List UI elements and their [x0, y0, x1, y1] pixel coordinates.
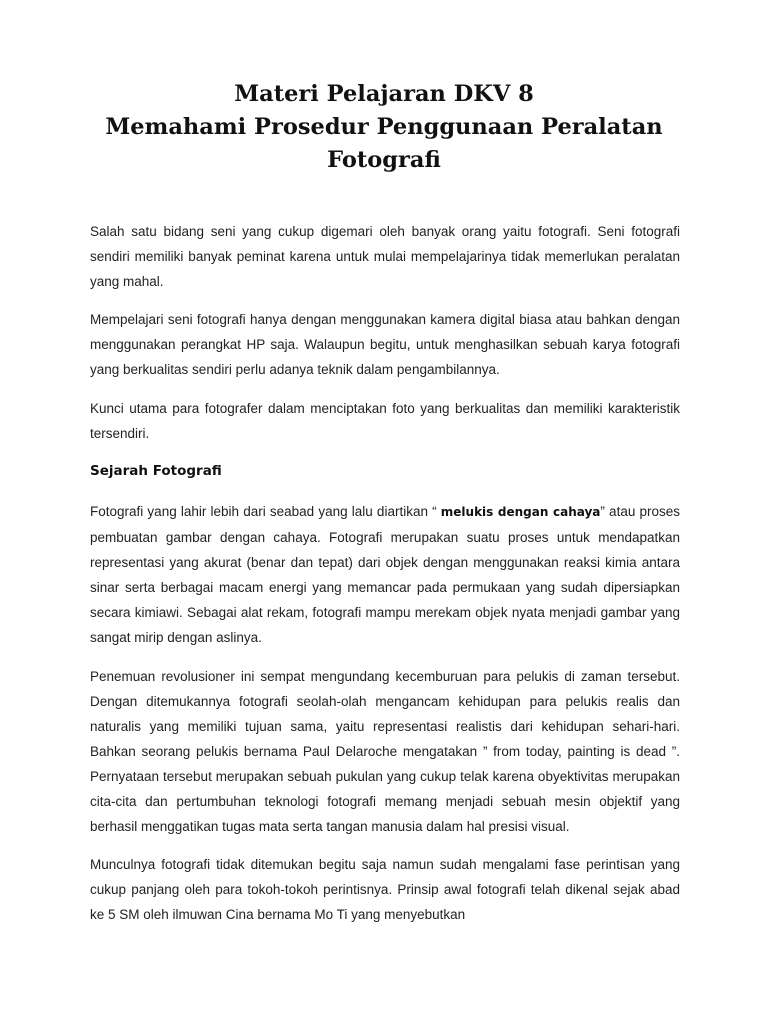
page-title [60, 78, 708, 177]
history-paragraph-2: Penemuan revolusioner ini sempat mengundang kecemburuan para pelukis di zaman tersebut. Dengan ditemukannya fotografi seolah-olah mengancam kehidupan para pelukis realis dan naturalis yang memiliki tujuan sama, yaitu representasi realistis dari kehidupan sehari-hari. Bahkan seorang pelukis bernama Paul Delaroche mengatakan ” from today, painting is dead ”. Pernyataan tersebut merupakan sebuah pukulan yang cukup telak karena obyektivitas merupakan cita-cita dan pertumbuhan teknologi fotografi memang menjadi sebuah mesin objektif yang berhasil menggatikan tugas mata serta tangan manusia dalam hal presisi visual. [90, 669, 680, 834]
history-paragraph-1-rest: ” atau proses pembuatan gambar dengan cahaya. Fotografi merupakan suatu proses untuk mendapatkan representasi yang akurat (benar dan tepat) dari objek dengan menggunakan reaksi kimia antara sinar serta berbagai macam energi yang memancar pada permukaan yang sudah dipersiapkan secara kimiawi. Sebagai alat rekam, fotografi mampu merekam objek nyata menjadi gambar yang sangat mirip dengan aslinya. [90, 504, 681, 645]
title-line-1: Materi Pelajaran DKV 8 [234, 81, 534, 107]
emphasized-phrase: melukis dengan cahaya [440, 505, 601, 519]
section-heading: Sejarah Fotografi [90, 463, 222, 479]
document-body [90, 219, 680, 927]
title-line-3: Fotografi [327, 147, 441, 173]
intro-paragraph-3: Kunci utama para fotografer dalam menciptakan foto yang berkualitas dan memiliki karakteristik tersendiri. [90, 401, 680, 441]
history-paragraph-1 [90, 499, 680, 650]
intro-paragraph-2: Mempelajari seni fotografi hanya dengan menggunakan kamera digital biasa atau bahkan dengan menggunakan perangkat HP saja. Walaupun begitu, untuk menghasilkan sebuah karya fotografi yang berkualitas sendiri perlu adanya teknik dalam pengambilannya. [90, 312, 680, 377]
history-paragraph-1-lead: Fotografi yang lahir lebih dari seabad yang lalu diartikan “ [90, 504, 441, 519]
history-paragraph-3: Munculnya fotografi tidak ditemukan begitu saja namun sudah mengalami fase perintisan yang cukup panjang oleh para tokoh-tokoh perintisnya. Prinsip awal fotografi telah dikenal sejak abad ke 5 SM oleh ilmuwan Cina bernama Mo Ti yang menyebutkan [90, 857, 680, 922]
intro-paragraph-1: Salah satu bidang seni yang cukup digemari oleh banyak orang yaitu fotografi. Seni fotografi sendiri memiliki banyak peminat karena untuk mulai mempelajarinya tidak memerlukan peralatan yang mahal. [90, 224, 680, 289]
title-line-2: Memahami Prosedur Penggunaan Peralatan [105, 114, 663, 140]
